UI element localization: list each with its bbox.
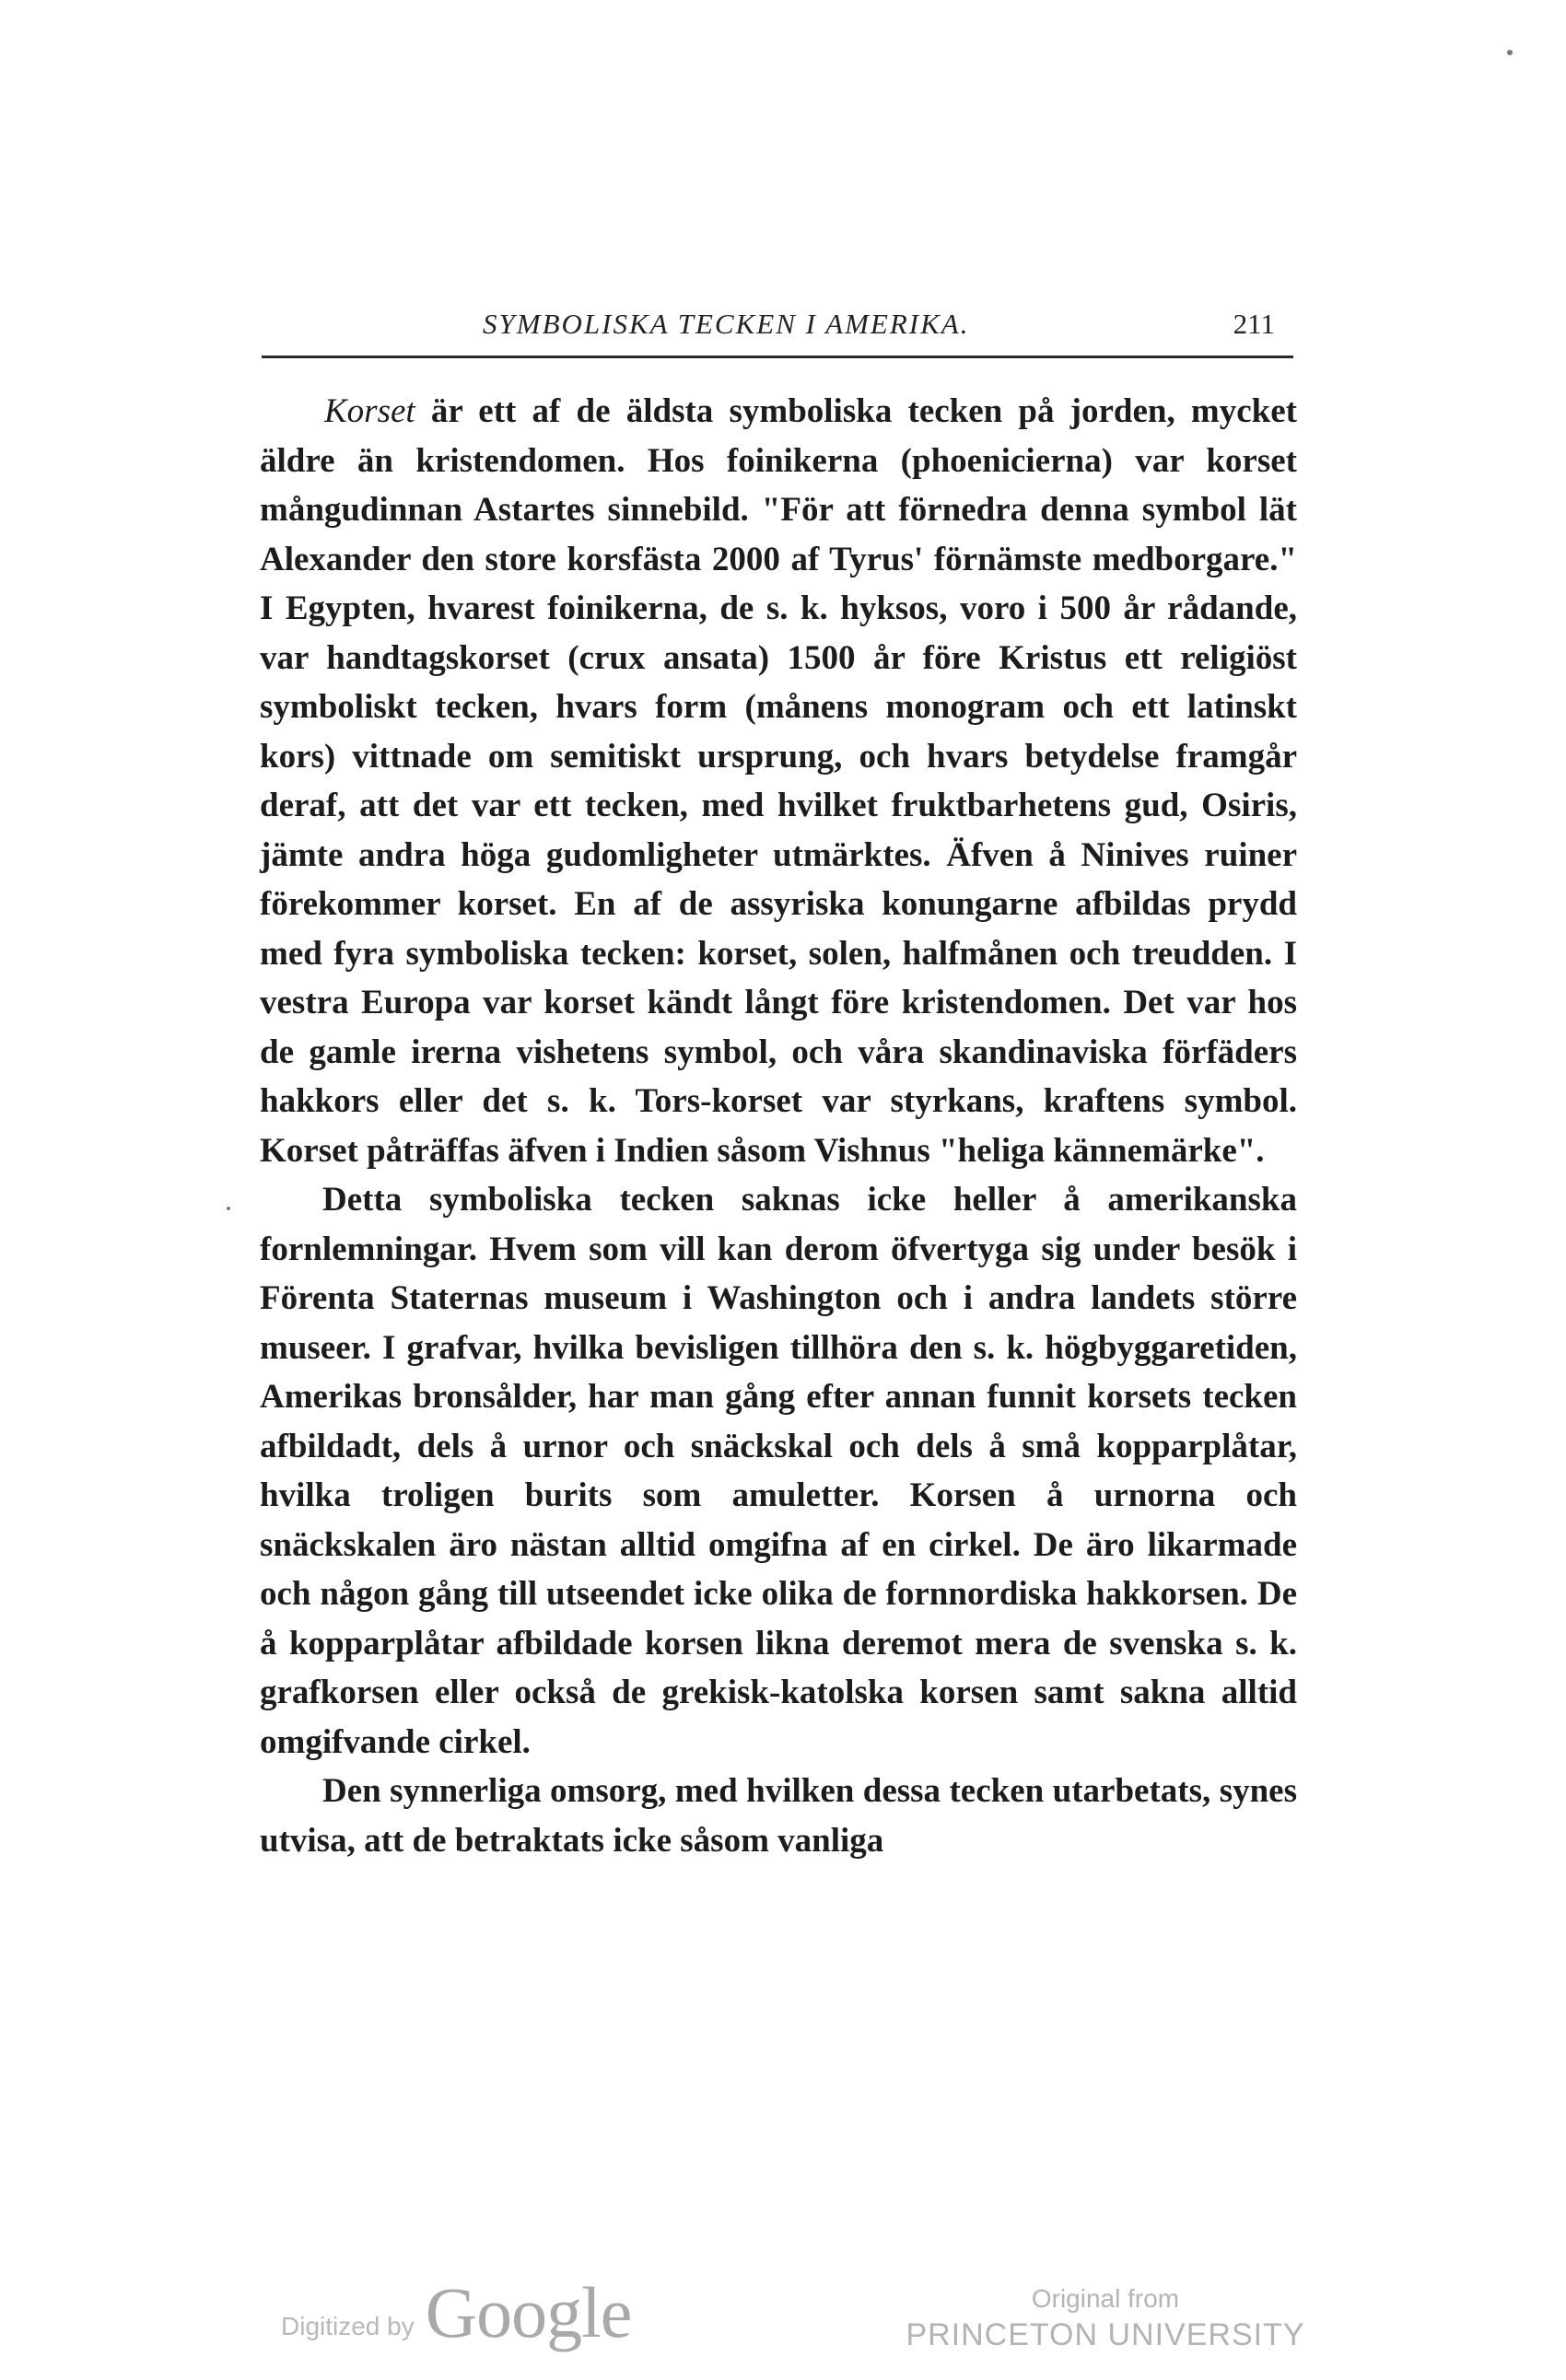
digitized-by-watermark — [281, 2272, 632, 2352]
original-source-watermark — [903, 2282, 1308, 2354]
running-title: SYMBOLISKA TECKEN I AMERIKA. — [483, 308, 970, 340]
paragraph-1-text: är ett af de äldsta symboliska tecken på jorden, mycket äldre än kristendomen. Hos foinikerna (phoenicierna) var korset mångudinnan Astartes sinnebild. "För att förnedra denna symbol lät Alexander den store korsfästa 2000 af Tyrus' förnämste medborgare." I Egypten, hvarest foinikerna, de s. k. hyksos, voro i 500 år rådande, var handtagskorset (crux ansata) 1500 år före Kristus ett religiöst symboliskt tecken, hvars form (månens monogram och ett latinskt kors) vittnade om semitiskt ursprung, och hvars betydelse framgår deraf, att det var ett tecken, med hvilket fruktbarhetens gud, Osiris, jämte andra höga gudomligheter utmärktes. Äfven å Ninives ruiner förekommer korset. En af de assyriska konungarne afbildas prydd med fyra symboliska tecken: korset, solen, halfmånen och treudden. I vestra Europa var korset kändt långt före kristendomen. Det var hos de gamle irerna vishetens symbol, och våra skandinaviska förfäders hakkors eller det s. k. Tors-korset var styrkans, kraftens symbol. Korset påträffas äfven i Indien såsom Vishnus "heliga kännemärke". — [260, 392, 1297, 1170]
google-logo: Google — [425, 2272, 632, 2352]
page-number: 211 — [1233, 308, 1275, 340]
header-rule — [262, 356, 1293, 358]
institution-name: PRINCETON UNIVERSITY — [906, 2317, 1305, 2352]
body-text — [260, 387, 1297, 1865]
paragraph-3: Den synnerliga omsorg, med hvilken dessa tecken utarbetats, synes utvisa, att de betraktats icke såsom vanliga — [260, 1772, 1297, 1860]
paragraph-1 — [260, 387, 1297, 1175]
original-from-label: Original from — [1031, 2284, 1180, 2313]
digitized-by-label: Digitized by — [281, 2312, 415, 2340]
paragraph-1-lead-word: Korset — [324, 392, 415, 430]
running-header — [262, 304, 1293, 359]
scan-speck — [1507, 50, 1513, 55]
scan-speck — [227, 1207, 230, 1210]
paragraph-2: Detta symboliska tecken saknas icke heller å amerikanska fornlemningar. Hvem som vill kan derom öfvertyga sig under besök i Förenta Staternas museum i Washington och i andra landets större museer. I grafvar, hvilka bevisligen tillhöra den s. k. högbyggaretiden, Amerikas bronsålder, har man gång efter annan funnit korsets tecken afbildadt, dels å urnor och snäckskal och dels å små kopparplåtar, hvilka troligen burits som amuletter. Korsen å urnorna och snäckskalen äro nästan alltid omgifna af en cirkel. De äro likarmade och någon gång till utseendet icke olika de fornnordiska hakkorsen. De å kopparplåtar afbildade korsen likna deremot mera de svenska s. k. grafkorsen eller också de grekisk-katolska korsen samt sakna alltid omgifvande cirkel. — [260, 1181, 1297, 1761]
